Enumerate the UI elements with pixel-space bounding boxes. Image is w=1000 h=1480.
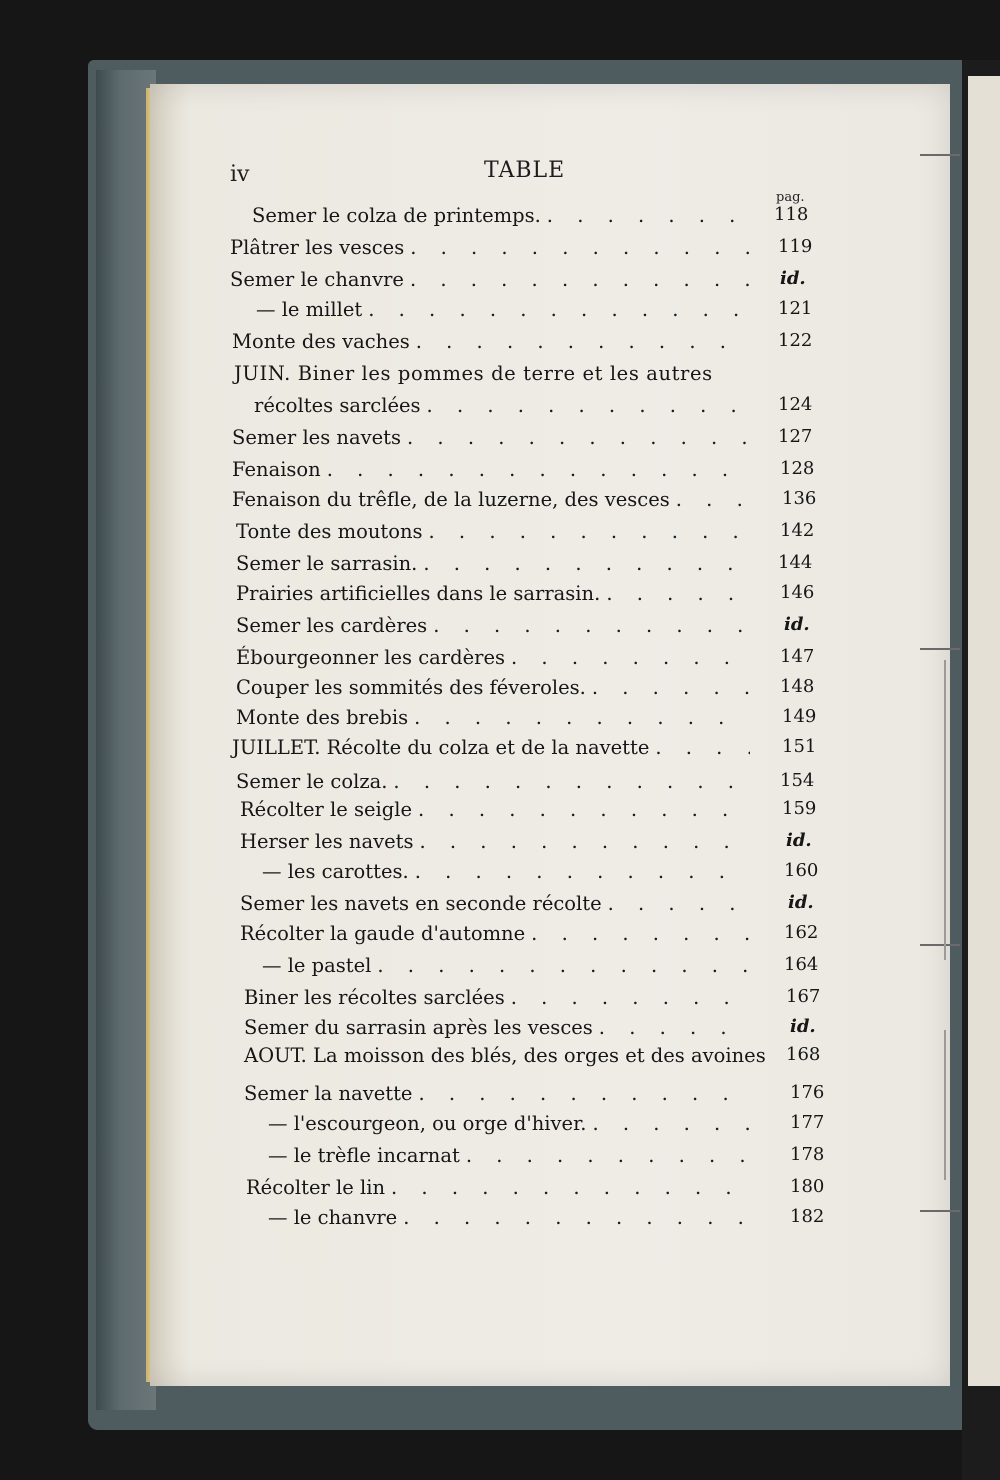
dot-leader — [676, 488, 750, 511]
toc-entry-label: Biner les récoltes sarclées — [244, 986, 505, 1009]
toc-entry — [244, 1044, 821, 1074]
toc-entry-page-number: id. — [784, 614, 810, 635]
dot-leader — [327, 458, 750, 481]
dot-leader — [420, 830, 750, 853]
toc-entry-page-number: 146 — [780, 582, 815, 603]
page-folio: iv — [230, 162, 250, 187]
dot-leader — [429, 520, 750, 543]
toc-entry-label: Récolter le seigle — [240, 798, 413, 821]
toc-entry-page-number: 149 — [782, 706, 817, 727]
toc-entry-label: Prairies artificielles dans le sarrasin. — [236, 582, 601, 605]
toc-entry-page-number: 177 — [790, 1112, 825, 1133]
toc-entry-page-number: id. — [790, 1016, 816, 1037]
toc-entry-page-number: 142 — [780, 520, 815, 541]
toc-entry-page-number: 122 — [778, 330, 813, 351]
toc-entry-label: Ébourgeonner les cardères — [236, 646, 506, 669]
dot-leader — [423, 552, 750, 575]
toc-entry-page-number: 127 — [778, 426, 813, 447]
toc-entry-page-number: 182 — [790, 1206, 825, 1227]
dot-leader — [410, 268, 750, 291]
toc-entry-page-number: 176 — [790, 1082, 825, 1103]
toc-entry — [230, 268, 806, 298]
dot-leader — [655, 736, 750, 759]
toc-entry-page-number: 128 — [780, 458, 815, 479]
toc-entry-label: Tonte des moutons — [236, 520, 423, 543]
toc-entry-page-number: 160 — [784, 860, 819, 881]
dot-leader — [547, 204, 750, 227]
toc-entry — [268, 1144, 825, 1174]
toc-entry-label: JUIN. Biner les pommes de terre et les autres — [234, 362, 713, 385]
toc-entry-page-number: 180 — [790, 1176, 825, 1197]
dot-leader — [391, 1176, 750, 1199]
toc-entry — [232, 736, 817, 766]
toc-entry-page-number: id. — [780, 268, 806, 289]
toc-entry — [244, 1016, 816, 1046]
toc-entry — [268, 1206, 825, 1236]
toc-entry-page-number: 151 — [782, 736, 817, 757]
dot-leader — [418, 798, 750, 821]
dot-leader — [414, 706, 750, 729]
toc-entry-page-number: 119 — [778, 236, 813, 257]
toc-entry-label: Récolter le lin — [246, 1176, 386, 1199]
toc-entry-label: Récolter la gaude d'automne — [240, 922, 526, 945]
toc-entry-label: Semer le colza. — [236, 770, 388, 793]
dot-leader — [466, 1144, 750, 1167]
toc-entry — [232, 426, 813, 456]
dot-leader — [377, 954, 750, 977]
toc-entry-label: JUILLET. Récolte du colza et de la navette — [232, 736, 650, 759]
dot-leader — [415, 860, 750, 883]
toc-entry-page-number: 147 — [780, 646, 815, 667]
toc-entry-page-number: id. — [786, 830, 812, 851]
dot-leader — [592, 676, 750, 699]
toc-entry-label: Plâtrer les vesces — [230, 236, 405, 259]
toc-entry — [240, 922, 819, 952]
dot-leader — [511, 646, 750, 669]
toc-entry-page-number: 118 — [774, 204, 809, 225]
toc-entry — [240, 892, 814, 922]
toc-entry-page-number: 162 — [784, 922, 819, 943]
toc-entry-label: Fenaison — [232, 458, 321, 481]
toc-entry-label: Fenaison du trêfle, de la luzerne, des vesces — [232, 488, 670, 511]
toc-entry-page-number: 168 — [786, 1044, 821, 1065]
toc-entry — [230, 236, 813, 266]
toc-entry-label: — le pastel — [262, 954, 372, 977]
toc-entry — [268, 1112, 825, 1142]
toc-entry-label: — le millet — [256, 298, 363, 321]
dot-leader — [599, 1016, 750, 1039]
toc-entry-label: — le chanvre — [268, 1206, 398, 1229]
toc-entry-label: Semer les cardères — [236, 614, 428, 637]
toc-entry-label: Semer le chanvre — [230, 268, 404, 291]
toc-entry-page-number: id. — [788, 892, 814, 913]
toc-entry — [236, 614, 810, 644]
toc-entry-page-number: 154 — [780, 770, 815, 791]
toc-entry — [236, 770, 815, 800]
toc-entry-label: Semer le sarrasin. — [236, 552, 418, 575]
toc-entry — [236, 582, 815, 612]
toc-entry — [252, 204, 809, 234]
running-title: TABLE — [484, 158, 566, 183]
toc-entry-page-number: 121 — [778, 298, 813, 319]
toc-entry — [234, 362, 756, 392]
toc-entry — [240, 830, 812, 860]
toc-entry-page-number: 144 — [778, 552, 813, 573]
toc-entry-label: Semer les navets — [232, 426, 402, 449]
page-column-label: pag. — [776, 190, 805, 205]
toc-entry-page-number: 148 — [780, 676, 815, 697]
toc-entry — [236, 676, 815, 706]
dot-leader — [416, 330, 750, 353]
toc-entry — [236, 520, 815, 550]
toc-entry-label: Monte des vaches — [232, 330, 410, 353]
toc-entry-page-number: 159 — [782, 798, 817, 819]
toc-entry — [254, 394, 813, 424]
toc-entry — [262, 860, 819, 890]
toc-entry-page-number: 164 — [784, 954, 819, 975]
toc-entry — [244, 1082, 825, 1112]
toc-entry-page-number: 136 — [782, 488, 817, 509]
dot-leader — [433, 614, 750, 637]
dot-leader — [368, 298, 750, 321]
toc-entry — [236, 706, 817, 736]
dot-leader — [606, 582, 750, 605]
toc-entry — [236, 646, 815, 676]
dot-leader — [511, 986, 750, 1009]
toc-entry-label: récoltes sarclées — [254, 394, 421, 417]
dot-leader — [592, 1112, 750, 1135]
toc-entry — [240, 798, 817, 828]
toc-entry-label: AOUT. La moisson des blés, des orges et des avoines — [244, 1044, 766, 1067]
toc-entry-page-number: 167 — [786, 986, 821, 1007]
dot-leader — [418, 1082, 750, 1105]
toc-entry — [256, 298, 813, 328]
toc-entry-label: Semer la navette — [244, 1082, 413, 1105]
toc-entry — [232, 330, 813, 360]
toc-entry-label: Couper les sommités des féveroles. — [236, 676, 586, 699]
toc-entry-label: Semer du sarrasin après les vesces — [244, 1016, 593, 1039]
toc-entry-label: Semer le colza de printemps. — [252, 204, 541, 227]
toc-entry-page-number: 178 — [790, 1144, 825, 1165]
toc-entry — [244, 986, 821, 1016]
toc-entry-label: — les carottes. — [262, 860, 409, 883]
toc-entry-label: Monte des brebis — [236, 706, 409, 729]
dot-leader — [531, 922, 750, 945]
toc-entry — [232, 488, 817, 518]
toc-entry-label: Herser les navets — [240, 830, 414, 853]
toc-entry — [262, 954, 819, 984]
toc-entry-page-number: 124 — [778, 394, 813, 415]
toc-entry-label: — le trèfle incarnat — [268, 1144, 460, 1167]
toc-entry — [232, 458, 815, 488]
toc-entry-label: — l'escourgeon, ou orge d'hiver. — [268, 1112, 587, 1135]
dot-leader — [427, 394, 750, 417]
dot-leader — [393, 770, 750, 793]
dot-leader — [403, 1206, 750, 1229]
toc-entry — [236, 552, 813, 582]
dot-leader — [407, 426, 750, 449]
toc-entry-label: Semer les navets en seconde récolte — [240, 892, 602, 915]
dot-leader — [608, 892, 750, 915]
dot-leader — [410, 236, 750, 259]
toc-entry — [246, 1176, 825, 1206]
